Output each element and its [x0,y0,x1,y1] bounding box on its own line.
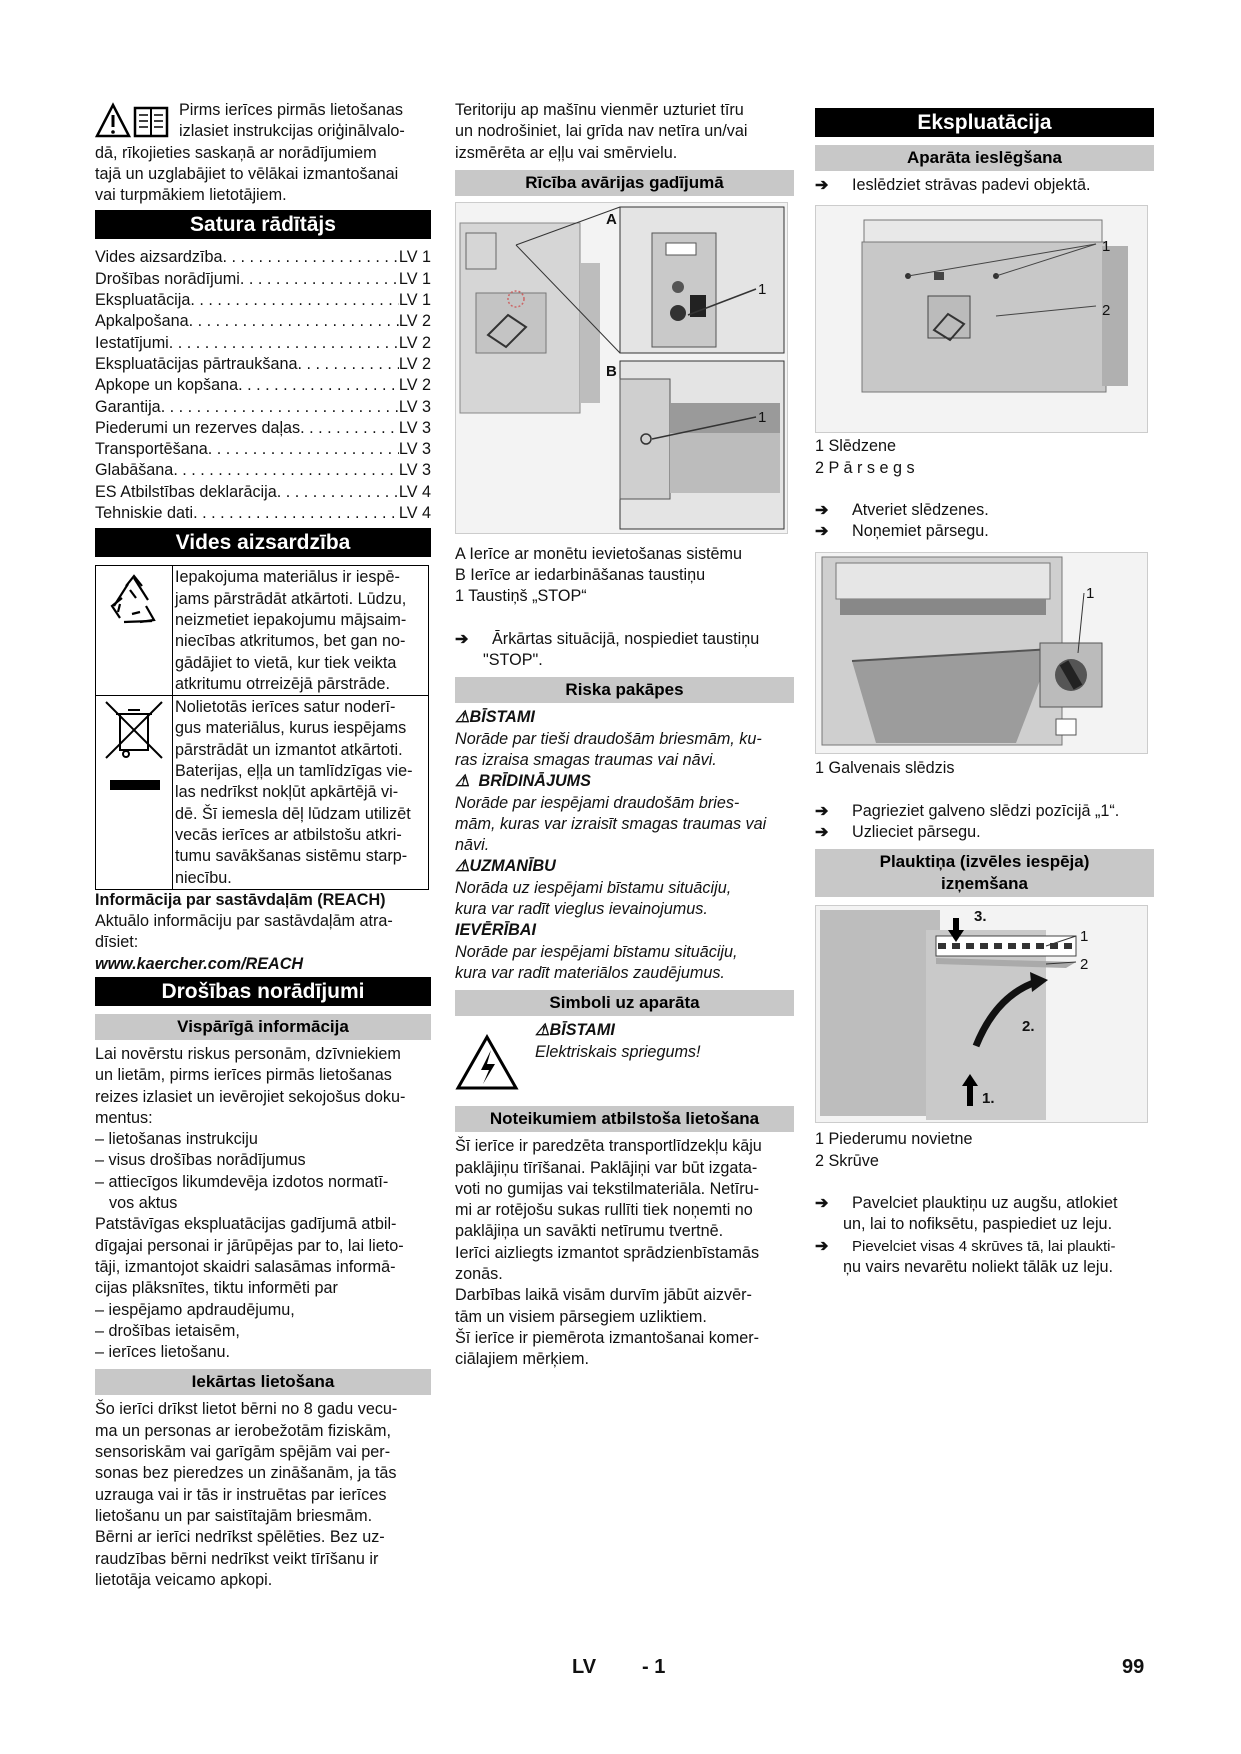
step-label-2: 2. [1022,1018,1035,1036]
cover-figure [815,205,1148,433]
arrow-icon: ➔ [815,801,829,820]
toc-item[interactable] [95,503,431,524]
toc-item-page: LV 3 [398,397,431,416]
risk-text: Norāde par iespējami draudošām bries- [455,793,740,812]
caption-line: 1 Taustiņš „STOP“ [455,587,587,606]
intro-line: tajā un uzglabājiet to vēlākai izmantošanai [95,164,399,183]
step-text: Ieslēdziet strāvas padevi objektā. [852,176,1091,194]
caption-line: A Ierīce ar monētu ievietošanas sistēmu [455,544,743,563]
toc-item-page: LV 2 [398,312,431,331]
general-line: cijas plāksnītes, tiktu informēti par [95,1279,338,1298]
step-text: "STOP". [483,651,543,670]
env-line: jams pārstrādāt atkārtoti. Lūdzu, [175,589,407,608]
toc-item[interactable] [95,311,431,332]
warning-icon: ⚠ [455,708,470,727]
step-text: Atveriet slēdzenes. [852,500,989,519]
risk-level-notice: IEVĒRĪBAI [455,921,536,940]
env-line: las nedrīkst nokļūt apkārtējā vi- [175,783,399,802]
symbols-heading: Simboli uz aparāta [455,990,794,1016]
env-line: dē. Šī iemesla dēļ lūdzam utilizēt [175,804,411,823]
toc-item[interactable] [95,269,431,290]
intended-line: ciālajiem mērķiem. [455,1350,590,1369]
step-item [815,175,1154,196]
figure-callout-1: 1 [1086,585,1095,603]
shelf-caption [815,1129,1154,1172]
emergency-heading: Rīcība avārijas gadījumā [455,170,794,196]
recycle-text [173,566,429,696]
intro-line: un nodrošiniet, lai grīda nav netīra un/vai [455,122,748,141]
symbol-row [455,1020,794,1100]
risk-text: nāvi. [455,836,490,855]
reach-link[interactable]: www.kaercher.com/REACH [95,954,304,973]
usage-line: lietošanu un par saistītajām briesmām. [95,1506,373,1525]
toc-item[interactable] [95,333,431,354]
toc-item[interactable] [95,482,431,503]
footer-page-ref: - 1 [642,1656,666,1678]
figure-label-a: A [606,210,617,228]
shelf-heading-line: Plauktiņa (izvēles iespēja) [879,852,1090,872]
env-line: Iepakojuma materiālus ir iespē- [175,568,400,587]
intended-line: mi ar rotējošu sukas rullīti tiek noņemti no [455,1201,753,1220]
arrow-icon: ➔ [815,176,829,194]
intended-line: paklājiņa un savākti netīrumu tvertnē. [455,1222,724,1241]
general-line: un lietām, pirms ierīces pirmās lietošanas [95,1066,392,1085]
risk-text: ras izraisa smagas traumas vai nāvi. [455,750,717,769]
toc-item-page: LV 3 [398,418,431,437]
disposal-text [173,696,429,890]
toc-item[interactable] [95,439,431,460]
step-item [815,500,1154,521]
intended-line: Šī ierīce ir piemērota izmantošanai komer- [455,1328,760,1347]
intended-line: paklājiņu tīrīšanai. Paklājiņi var būt izgata- [455,1158,758,1177]
env-line: Nolietotās ierīces satur noderī- [175,698,396,717]
arrow-icon: ➔ [815,823,829,842]
toc-item-page: LV 1 [398,291,431,310]
recycle-icon [96,566,173,696]
step-item [455,629,794,650]
toc-item-title: Iestatījumi [95,333,169,352]
figure-callout-2: 2 [1080,956,1089,974]
toc-item-title: Piederumi un rezerves daļas [95,418,301,437]
caption-line: 1 Galvenais slēdzis [815,759,955,778]
risk-level-caution: ⚠UZMANĪBU [455,857,556,876]
column-left [95,100,431,1591]
usage-line: sensoriskām vai garīgām spējām vai per- [95,1443,391,1462]
cover-caption [815,436,1154,479]
usage-line: Šo ierīci drīkst lietot bērni no 8 gadu vecu- [95,1400,398,1419]
environment-table [95,565,429,889]
caption-line: 2 Skrūve [815,1151,879,1170]
list-item: – lietošanas instrukciju [95,1130,258,1149]
general-info-heading: Vispārīgā informācija [95,1014,431,1040]
intended-line: Darbības laikā visām durvīm jābūt aizvēr- [455,1286,752,1305]
electric-hazard-icon [455,1020,535,1100]
toc-list [95,247,431,524]
toc-item-page: LV 1 [398,269,431,288]
step-text: Pagrieziet galveno slēdzi pozīcijā „1“. [852,801,1120,820]
intended-use-heading: Noteikumiem atbilstoša lietošana [455,1106,794,1132]
usage-line: sonas bez pieredzes un zināšanām, ja tās [95,1464,397,1483]
figure-callout-1: 1 [758,280,767,298]
step-text: ņu vairs nevarētu noliekt tālāk uz leju. [843,1257,1113,1276]
step-text: Ārkārtas situācijā, nospiediet taustiņu [492,629,760,648]
env-line: Baterijas, eļļa un tamlīdzīgas vie- [175,762,413,781]
risk-text: kura var radīt vieglus ievainojumus. [455,900,708,919]
emergency-caption [455,544,794,608]
footer-language: LV [572,1656,597,1678]
risk-text: Norāda uz iespējami bīstamu situāciju, [455,878,732,897]
toc-item-title: Glabāšana [95,461,174,480]
step-label-3: 3. [974,908,987,926]
intro-line: Pirms ierīces pirmās lietošanas [179,101,403,119]
step-item [815,801,1154,822]
environment-heading: Vides aizsardzība [95,528,431,557]
intended-line: tām un visiem pārsegiem uzliktiem. [455,1307,707,1326]
env-line: neizmetiet iepakojumu mājsaim- [175,610,407,629]
env-line: tumu savākšanas sistēmu starp- [175,847,408,866]
usage-line: lietotāja veicamo apkopi. [95,1570,273,1589]
step-text: Pievelciet visas 4 skrūves tā, lai plaukti- [852,1237,1116,1255]
toc-item[interactable] [95,418,431,439]
figure-callout-1: 1 [758,408,767,426]
crossed-bin-icon [96,696,173,890]
risk-text: Norāde par tieši draudošām briesmām, ku- [455,729,762,748]
general-line: tāji, izmantojot skaidri salasāmas informā- [95,1257,396,1276]
step-item [815,822,1154,843]
risk-text: mām, kuras var izraisīt smagas traumas vai [455,814,767,833]
step-item [815,1193,1154,1214]
general-line: reizes izlasiet un ievērojiet sekojošus doku- [95,1087,406,1106]
toc-item-title: Ekspluatācija [95,291,191,310]
main-switch-figure [815,552,1148,754]
warning-icon: ⚠ [535,1021,550,1040]
env-line: niecības atkritumos, bet gan no- [175,632,406,651]
list-item-continuation: vos aktus [109,1194,178,1213]
toc-item-page: LV 4 [398,482,431,501]
usage-line: Bērni ar ierīci nedrīkst spēlēties. Bez uz- [95,1528,385,1547]
arrow-icon: ➔ [815,1193,829,1212]
step-item [815,521,1154,542]
intro-line: izsmērēta ar eļļu vai smērvielu. [455,143,678,162]
toc-item-page: LV 3 [398,461,431,480]
caption-line: 2 P ā r s e g s [815,458,915,477]
symbol-text: Elektriskais spriegums! [535,1042,701,1061]
figure-callout-2: 2 [1102,302,1111,320]
toc-item[interactable] [95,247,431,268]
figure-callout-1: 1 [1080,928,1089,946]
arrow-icon: ➔ [815,522,829,541]
figure-callout-1: 1 [1102,238,1111,256]
toc-item-title: Apkalpošana [95,312,189,331]
column-middle [455,100,794,1371]
list-item: – iespējamo apdraudējumu, [95,1300,295,1319]
toc-item-title: Ekspluatācijas pārtraukšana [95,354,298,373]
list-item: – visus drošības norādījumus [95,1151,306,1170]
toc-item-title: Tehniskie dati [95,504,194,523]
emergency-figure [455,202,788,534]
risk-level-warning: ⚠ BRĪDINĀJUMS [455,772,591,791]
env-line: vecās ierīces ar atbilstošu atkri- [175,825,402,844]
toc-item-page: LV 2 [398,354,431,373]
step-item [815,1236,1154,1257]
step-label-1: 1. [982,1090,995,1108]
reach-line: Aktuālo informāciju par sastāvdaļām atra- [95,912,393,931]
toc-heading: Satura rādītājs [95,210,431,239]
column-right [815,100,1154,1278]
footer-page-number: 99 [1122,1656,1145,1678]
operation-heading: Ekspluatācija [815,108,1154,137]
toc-item-page: LV 3 [398,440,431,459]
toc-item-title: Apkope un kopšana [95,376,239,395]
shelf-heading-line: izņemšana [941,874,1028,894]
reach-line: dīsiet: [95,933,139,952]
step-text: Noņemiet pārsegu. [852,522,989,541]
toc-item[interactable] [95,397,431,418]
env-line: atkritumu otrreizējā pārstrāde. [175,674,391,693]
caption-line: B Ierīce ar iedarbināšanas taustiņu [455,566,706,585]
toc-item-title: ES Atbilstības deklarācija [95,482,277,501]
intro-block [95,100,431,206]
usage-line: raudzības bērni nedrīkst veikt tīrīšanu ir [95,1549,379,1568]
symbol-heading: ⚠BĪSTAMI [535,1021,615,1040]
list-item: – drošības ietaisēm, [95,1321,240,1340]
risk-heading: Riska pakāpes [455,677,794,703]
env-line: niecību. [175,868,232,887]
toc-item-page: LV 1 [398,248,431,267]
toc-item[interactable] [95,460,431,481]
step-text: Pavelciet plauktiņu uz augšu, atlokiet [852,1193,1118,1212]
env-line: gus materiālus, kurus iespējams [175,719,407,738]
general-line: Lai novērstu riskus personām, dzīvniekiem [95,1044,401,1063]
intro-line: dā, rīkojieties saskaņā ar norādījumiem [95,143,377,162]
shelf-heading [815,849,1154,897]
warning-icon: ⚠ [455,857,470,876]
env-line: gādājiet to vietā, kur tiek veikta [175,653,397,672]
warning-book-icon [95,102,173,142]
arrow-icon: ➔ [815,1237,829,1255]
env-line: pārstrādāt un izmantot atkārtoti. [175,740,403,759]
shelf-figure [815,905,1148,1123]
figure-label-b: B [606,362,617,380]
risk-level-danger: ⚠BĪSTAMI [455,708,535,727]
caption-line: 1 Piederumu novietne [815,1130,973,1149]
toc-item[interactable] [95,375,431,396]
usage-heading: Iekārtas lietošana [95,1369,431,1395]
toc-item-title: Drošības norādījumi [95,269,240,288]
step-text: un, lai to nofiksētu, paspiediet uz leju. [843,1215,1113,1234]
intended-line: zonās. [455,1265,503,1284]
reach-heading: Informācija par sastāvdaļām (REACH) [95,890,386,909]
toc-item-page: LV 2 [398,333,431,352]
intro-line: vai turpmākiem lietotājiem. [95,186,287,205]
warning-icon: ⚠ [455,772,470,791]
toc-item-title: Transportēšana [95,440,208,459]
safety-heading: Drošības norādījumi [95,977,431,1006]
general-line: mentus: [95,1108,153,1127]
list-item: – attiecīgos likumdevēja izdotos normatī- [95,1172,389,1191]
intended-line: Ierīci aizliegts izmantot sprādzienbīstamās [455,1243,760,1262]
step-text: Uzlieciet pārsegu. [852,823,981,842]
toc-item[interactable] [95,354,431,375]
toc-item-title: Vides aizsardzība [95,248,223,267]
intro-line: Teritoriju ap mašīnu vienmēr uzturiet tīru [455,101,744,119]
usage-line: uzrauga vai ir tās ir instruētas par ierīces [95,1485,387,1504]
toc-item-page: LV 2 [398,376,431,395]
list-item: – ierīces lietošanu. [95,1343,230,1362]
switch-on-heading: Aparāta ieslēgšana [815,145,1154,171]
arrow-icon: ➔ [455,629,469,648]
intended-line: voti no gumijas vai tekstilmateriāla. Netīru- [455,1179,760,1198]
toc-item[interactable] [95,290,431,311]
risk-text: Norāde par iespējami bīstamu situāciju, [455,942,738,961]
arrow-icon: ➔ [815,500,829,519]
general-line: Patstāvīgas ekspluatācijas gadījumā atbil- [95,1215,397,1234]
risk-text: kura var radīt materiālos zaudējumus. [455,963,725,982]
toc-item-page: LV 4 [398,504,431,523]
caption-line: 1 Slēdzene [815,437,897,456]
general-line: dīgajai personai ir jārūpējas par to, lai lieto- [95,1236,404,1255]
intended-line: Šī ierīce ir paredzēta transportlīdzekļu kāju [455,1137,762,1156]
usage-line: ma un personas ar ierobežotām fiziskām, [95,1421,391,1440]
intro-line: izlasiet instrukcijas oriģinālvalo- [179,122,405,141]
toc-item-title: Garantija [95,397,161,416]
